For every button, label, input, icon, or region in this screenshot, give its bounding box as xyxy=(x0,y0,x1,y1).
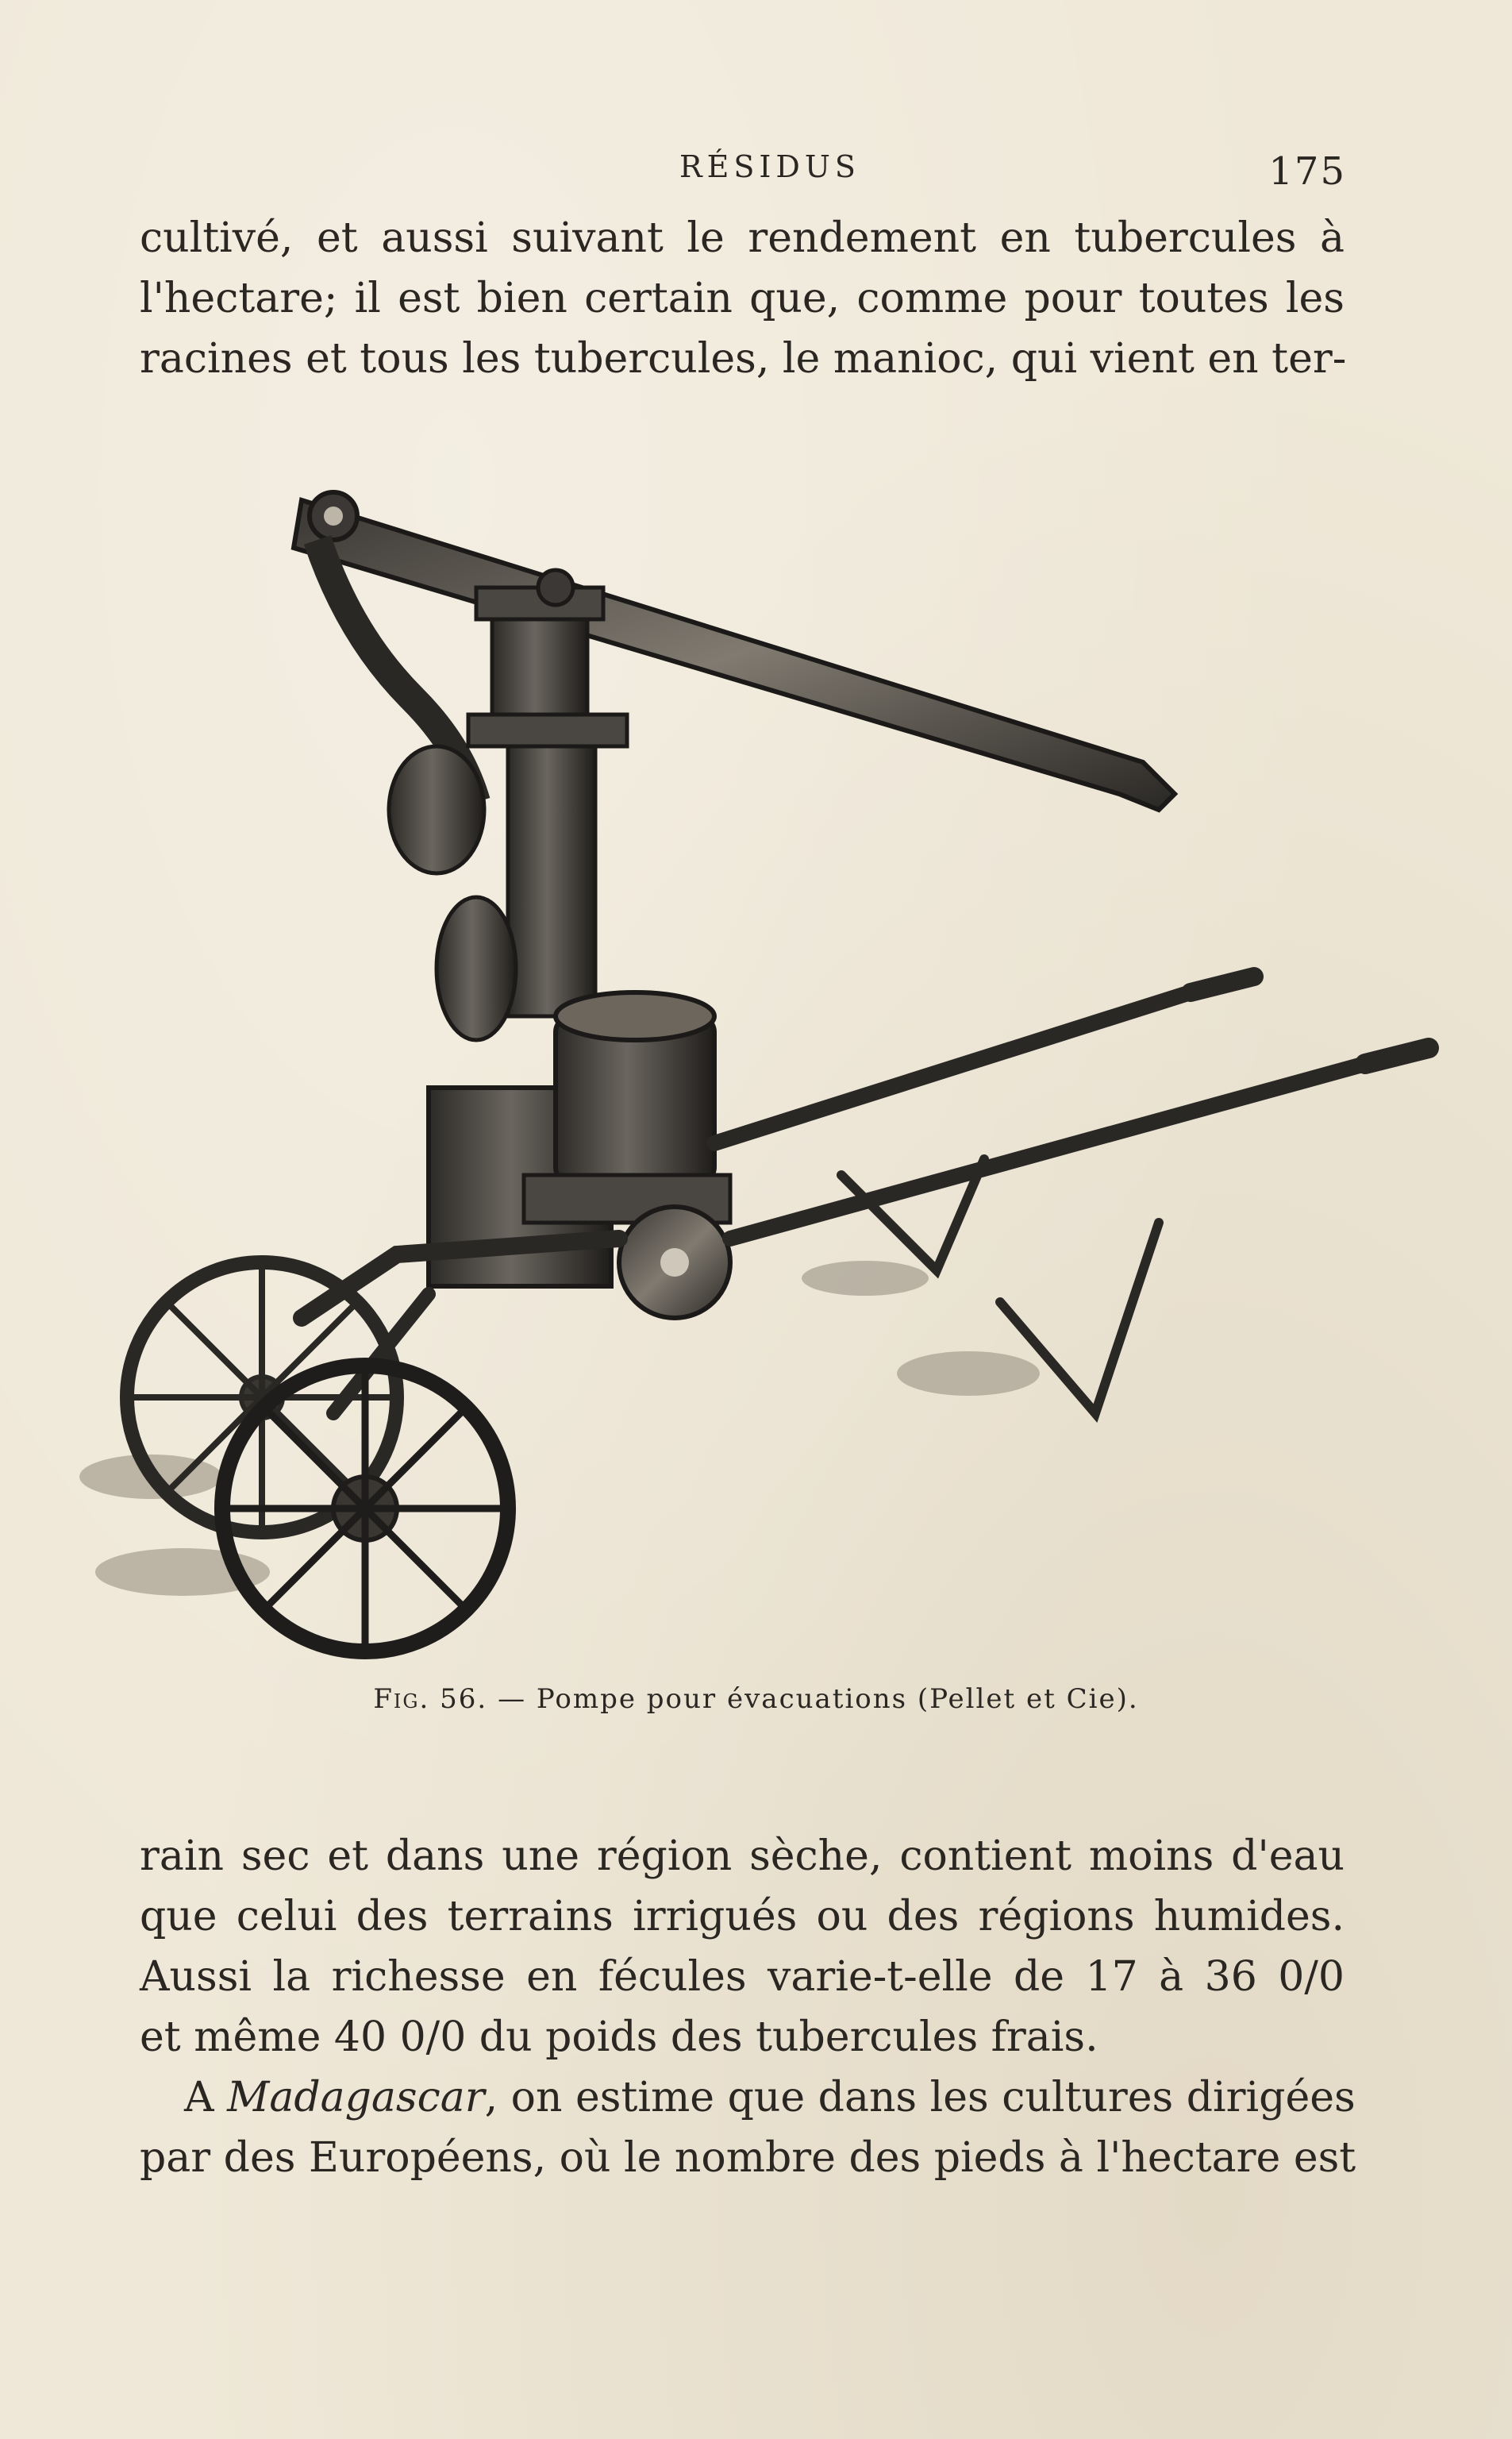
text-line: et même 40 0/0 du poids des tubercules frais. xyxy=(140,2013,1098,2061)
page-number: 175 xyxy=(1268,149,1346,194)
figure-caption-text: — Pompe pour évacuations (Pellet et Cie). xyxy=(498,1683,1139,1715)
last-paragraph xyxy=(140,2067,1356,2188)
place-name-italic: Madagascar xyxy=(227,2074,485,2121)
text-fragment: A xyxy=(184,2074,228,2121)
text-line: l'hectare; il est bien certain que, comme pour toutes les xyxy=(140,275,1345,322)
cart-wheel-front xyxy=(222,1366,508,1651)
text-line: que celui des terrains irrigués ou des régions humides. xyxy=(140,1893,1345,1940)
bottom-paragraph xyxy=(140,1826,1345,2067)
figure-caption xyxy=(0,1683,1512,1715)
running-head xyxy=(140,149,1346,197)
text-line: racines et tous les tubercules, le manioc, qui vient en ter- xyxy=(140,335,1347,383)
text-fragment: , on estime que dans les cultures dirigées xyxy=(484,2074,1356,2121)
text-line: rain sec et dans une région sèche, contient moins d'eau xyxy=(140,1832,1345,1880)
pump-column xyxy=(389,570,627,1040)
figure-label: Fig. 56. xyxy=(373,1683,488,1715)
top-paragraph xyxy=(140,208,1345,389)
text-line xyxy=(140,2067,1356,2128)
running-title: RÉSIDUS xyxy=(679,149,860,184)
text-line: cultivé, et aussi suivant le rendement en tubercules à xyxy=(140,214,1345,262)
text-line: par des Européens, où le nombre des pieds à l'hectare est xyxy=(140,2134,1356,2182)
text-line: Aussi la richesse en fécules varie-t-elle de 17 à 36 0/0 xyxy=(140,1953,1345,2001)
pump-illustration xyxy=(63,460,1460,1667)
